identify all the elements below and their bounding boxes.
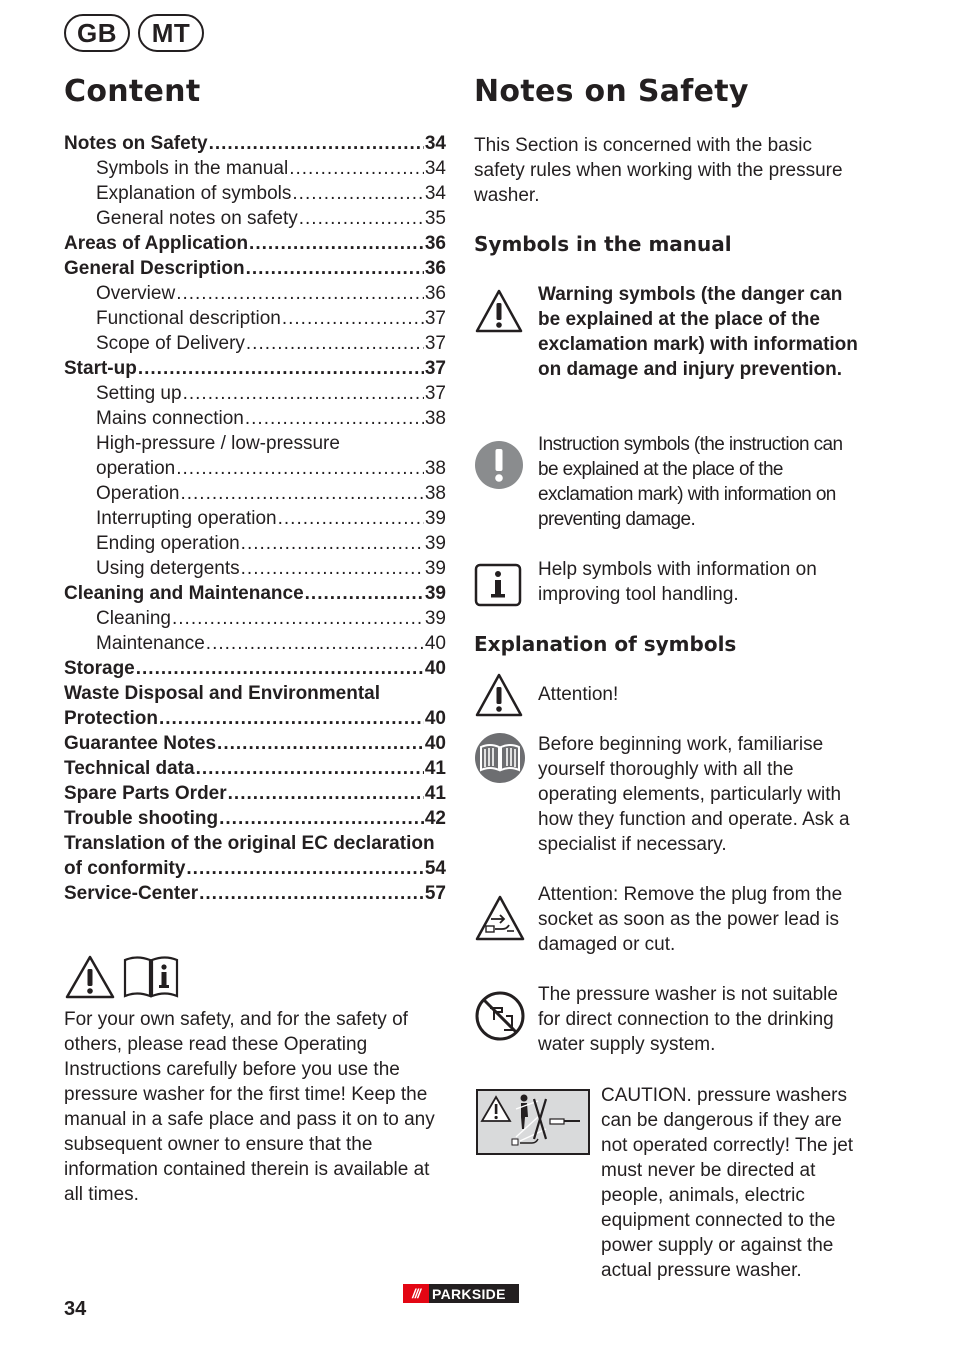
toc-entry [64,833,446,858]
toc-leader-dots [278,508,424,530]
no-drinking-water-icon [474,990,526,1042]
toc-leader-dots [183,383,424,405]
toc-leader-dots [209,133,424,155]
toc-entry-title: Functional description [96,308,281,329]
language-badge-gb: GB [64,14,130,52]
warning-symbol-item [474,282,864,412]
toc-leader-dots [219,808,424,830]
toc-entry-page: 40 [424,658,446,679]
toc-entry-title: Technical data [64,758,195,779]
content-title: Content [64,74,201,109]
toc-entry [64,158,446,183]
toc-entry-page: 39 [424,583,446,604]
toc-entry [64,558,446,583]
toc-leader-dots [172,608,424,630]
help-symbol-text: Help symbols with information on improving tool handling. [538,559,817,605]
toc-entry [64,783,446,808]
toc-leader-dots [245,408,424,430]
caution-text: CAUTION. pressure washers can be dangerous if they are not operated correctly! The jet must never be directed at people, animals, electric equipment connected to the power supply or against the actual pressure washer. [601,1085,854,1281]
toc-entry [64,358,446,383]
toc-leader-dots [136,658,424,680]
toc-leader-dots [282,308,424,330]
warning-triangle-icon [64,954,116,1000]
toc-leader-dots [180,483,423,505]
toc-leader-dots [176,283,424,305]
toc-leader-dots [289,158,424,180]
toc-leader-dots [241,558,424,580]
toc-entry-page: 39 [424,558,446,579]
read-manual-text: Before beginning work, familiarise yourself thoroughly with all the operating elements, particularly with how they function and operate. Ask a specialist if necessary. [538,734,850,855]
drinking-water-text: The pressure washer is not suitable for direct connection to the drinking water supply system. [538,984,838,1055]
toc-entry-title: Spare Parts Order [64,783,227,804]
toc-entry-title: Waste Disposal and Environmental [64,683,381,704]
toc-entry [64,633,446,658]
read-manual-item [474,732,864,862]
read-manual-icon [474,732,526,784]
toc-entry [64,858,446,883]
toc-entry-title: operation [96,458,176,479]
notes-on-safety-title: Notes on Safety [474,74,749,109]
toc-leader-dots [305,583,424,605]
toc-entry [64,658,446,683]
toc-entry-page: 39 [424,608,446,629]
toc-leader-dots [176,458,424,480]
attention-item [474,682,864,732]
toc-entry-page: 39 [424,508,446,529]
instruction-symbol-text: Instruction symbols (the instruction can be explained at the place of the exclamation mark) with information on preventing damage. [538,434,843,530]
toc-entry-title: of conformity [64,858,186,879]
warning-triangle-icon [474,288,524,334]
toc-entry-page: 35 [424,208,446,229]
toc-entry [64,283,446,308]
toc-entry [64,258,446,283]
safety-section-intro: This Section is concerned with the basic safety rules when working with the pressure washer. [474,135,843,206]
toc-entry-title: Service-Center [64,883,199,904]
unplug-warning-icon [474,894,526,942]
toc-entry-title: Overview [96,283,176,304]
toc-leader-dots [196,758,424,780]
toc-entry-page: 37 [424,333,446,354]
language-badge-mt: MT [138,14,204,52]
pressure-jet-caution-icon [476,1089,590,1155]
toc-entry-title: Storage [64,658,135,679]
toc-entry [64,333,446,358]
toc-leader-dots [249,233,424,255]
toc-entry-title: Mains connection [96,408,244,429]
toc-entry [64,683,446,708]
symbols-heading: Symbols in the manual [474,232,732,256]
toc-entry-title: Guarantee Notes [64,733,217,754]
toc-entry-title: Explanation of symbols [96,183,292,204]
explanation-heading: Explanation of symbols [474,632,737,656]
toc-entry-title: Translation of the original EC declaration [64,833,435,854]
toc-leader-dots [246,258,424,280]
warning-symbol-text: Warning symbols (the danger can be explained at the place of the exclamation mark) with information on damage and injury prevention. [538,284,858,380]
toc-entry-title: Areas of Application [64,233,249,254]
remove-plug-item [474,882,864,962]
toc-entry-title: Start-up [64,358,137,379]
toc-leader-dots [138,358,424,380]
toc-entry-page: 36 [424,233,446,254]
toc-entry [64,383,446,408]
toc-leader-dots [206,633,424,655]
table-of-contents [64,133,446,908]
manual-info-icon [122,954,180,1000]
toc-entry-title: Setting up [96,383,182,404]
toc-entry-page: 40 [424,733,446,754]
toc-entry-title: Trouble shooting [64,808,219,829]
toc-entry [64,183,446,208]
toc-entry [64,208,446,233]
toc-entry-title: General Description [64,258,245,279]
toc-entry-title: Notes on Safety [64,133,208,154]
attention-text: Attention! [538,684,619,705]
toc-entry [64,433,446,458]
toc-entry-page: 36 [424,283,446,304]
toc-leader-dots [186,858,423,880]
safety-intro-text: For your own safety, and for the safety of others, please read these Operating Instructions carefully before you use the pressure washer for the first time! Keep the manual in a safe place and pass it on to any subsequent owner to ensure that the information contained therein is available at all times. [64,1009,435,1205]
toc-entry-title: High-pressure / low-pressure [96,433,340,454]
toc-entry [64,533,446,558]
toc-entry-page: 34 [424,133,446,154]
toc-entry-title: Interrupting operation [96,508,277,529]
toc-leader-dots [217,733,424,755]
parkside-logo [403,1284,519,1303]
toc-leader-dots [299,208,424,230]
instruction-symbol-item [474,432,864,542]
language-badges [64,14,204,52]
toc-entry [64,708,446,733]
drinking-water-item [474,982,864,1062]
toc-entry-title: Using detergents [96,558,240,579]
toc-entry [64,608,446,633]
warning-triangle-icon [474,672,524,718]
brand-name: PARKSIDE [432,1285,506,1302]
toc-entry-page: 38 [424,458,446,479]
info-icon [474,563,522,607]
toc-entry-title: Scope of Delivery [96,333,245,354]
toc-leader-dots [199,883,424,905]
toc-entry-page: 37 [424,383,446,404]
toc-entry [64,808,446,833]
safety-icons [64,954,180,1000]
toc-entry [64,583,446,608]
toc-entry [64,458,446,483]
toc-entry-page: 39 [424,533,446,554]
toc-entry [64,733,446,758]
toc-leader-dots [246,333,424,355]
toc-entry-page: 40 [424,708,446,729]
toc-entry-title: Operation [96,483,180,504]
logo-stripes: /// [403,1284,429,1303]
toc-entry-page: 36 [424,258,446,279]
toc-entry [64,308,446,333]
page-number: 34 [64,1298,87,1320]
toc-entry-page: 57 [424,883,446,904]
instruction-exclamation-icon [474,440,524,490]
toc-entry-title: Cleaning and Maintenance [64,583,304,604]
toc-entry [64,758,446,783]
toc-entry [64,133,446,158]
toc-leader-dots [292,183,423,205]
toc-entry-title: Cleaning [96,608,171,629]
toc-entry [64,408,446,433]
toc-entry-page: 40 [424,633,446,654]
toc-leader-dots [241,533,424,555]
toc-entry [64,233,446,258]
remove-plug-text: Attention: Remove the plug from the socket as soon as the power lead is damaged or cut. [538,884,843,955]
toc-entry-title: Ending operation [96,533,240,554]
toc-leader-dots [159,708,424,730]
toc-entry-title: General notes on safety [96,208,298,229]
toc-entry-page: 54 [424,858,446,879]
toc-entry [64,883,446,908]
toc-entry-page: 38 [424,483,446,504]
toc-entry-title: Symbols in the manual [96,158,289,179]
toc-entry-title: Maintenance [96,633,205,654]
toc-entry-title: Protection [64,708,158,729]
toc-entry-page: 42 [424,808,446,829]
toc-entry-page: 38 [424,408,446,429]
toc-leader-dots [228,783,424,805]
toc-entry [64,508,446,533]
toc-entry-page: 34 [424,183,446,204]
toc-entry [64,483,446,508]
toc-entry-page: 37 [424,308,446,329]
help-symbol-item [474,557,864,617]
toc-entry-page: 34 [424,158,446,179]
toc-entry-page: 41 [424,783,446,804]
toc-entry-page: 37 [424,358,446,379]
toc-entry-page: 41 [424,758,446,779]
